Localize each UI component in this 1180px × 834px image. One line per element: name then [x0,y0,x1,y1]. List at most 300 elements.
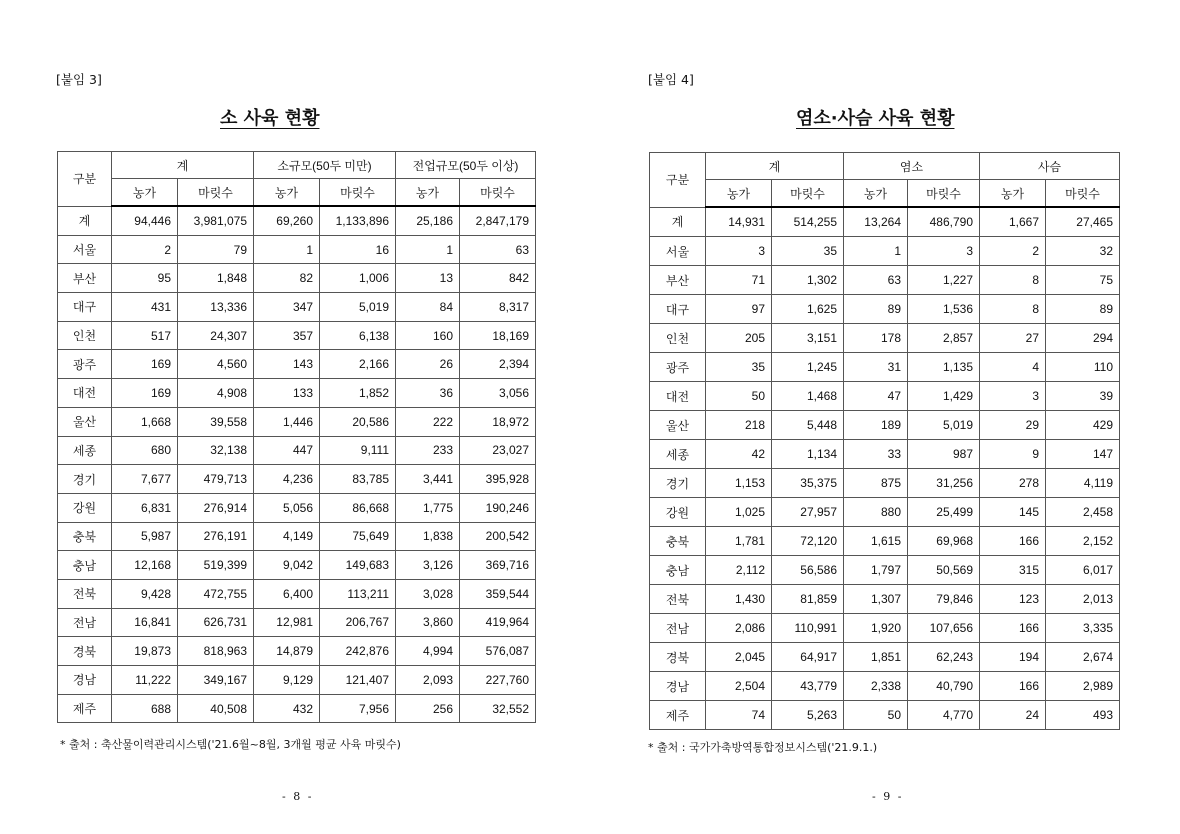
heads-cell: 4,770 [908,701,980,730]
farms-cell: 680 [112,436,178,465]
farms-cell: 1,025 [706,498,772,527]
farms-cell: 145 [980,498,1046,527]
farms-cell: 133 [254,379,320,408]
heads-cell: 359,544 [460,579,536,608]
heads-cell: 294 [1046,324,1120,353]
heads-cell: 18,169 [460,321,536,350]
farms-cell: 205 [706,324,772,353]
region-cell: 충북 [650,527,706,556]
region-cell: 충남 [58,551,112,580]
farms-cell: 233 [396,436,460,465]
farms-cell: 71 [706,266,772,295]
farms-cell: 63 [844,266,908,295]
heads-cell: 3 [908,237,980,266]
farms-cell: 84 [396,293,460,322]
header-heads: 마릿수 [1046,180,1120,208]
region-cell: 광주 [650,353,706,382]
attachment-label: [붙임 3] [56,72,102,87]
farms-cell: 3 [980,382,1046,411]
farms-cell: 9,129 [254,666,320,695]
farms-cell: 47 [844,382,908,411]
region-cell: 세종 [650,440,706,469]
farms-cell: 9,042 [254,551,320,580]
farms-cell: 1,615 [844,527,908,556]
heads-cell: 56,586 [772,556,844,585]
farms-cell: 2,338 [844,672,908,701]
heads-cell: 147 [1046,440,1120,469]
farms-cell: 1,920 [844,614,908,643]
table-row [58,551,536,580]
heads-cell: 5,019 [908,411,980,440]
source-note: * 출처 : 축산물이력관리시스템('21.6월~8월, 3개월 평균 사육 마릿수) [60,738,401,751]
farms-cell: 143 [254,350,320,379]
farms-cell: 16,841 [112,608,178,637]
header-group-total: 계 [112,152,254,179]
heads-cell: 2,152 [1046,527,1120,556]
table-row [58,694,536,723]
farms-cell: 3 [706,237,772,266]
heads-cell: 32,138 [178,436,254,465]
farms-cell: 33 [844,440,908,469]
farms-cell: 2,112 [706,556,772,585]
table-row [58,579,536,608]
farms-cell: 1,307 [844,585,908,614]
farms-cell: 1 [844,237,908,266]
region-cell: 계 [650,207,706,237]
farms-cell: 166 [980,527,1046,556]
farms-cell: 26 [396,350,460,379]
farms-cell: 1,838 [396,522,460,551]
header-farms: 농가 [112,179,178,207]
farms-cell: 11,222 [112,666,178,695]
heads-cell: 1,133,896 [320,206,396,235]
farms-cell: 431 [112,293,178,322]
table-row [650,585,1120,614]
region-cell: 서울 [58,235,112,264]
table-body [650,207,1120,730]
farms-cell: 2,093 [396,666,460,695]
header-farms: 농가 [844,180,908,208]
farms-cell: 4 [980,353,1046,382]
heads-cell: 20,586 [320,407,396,436]
heads-cell: 18,972 [460,407,536,436]
table-row [650,556,1120,585]
table-row [58,407,536,436]
farms-cell: 14,931 [706,207,772,237]
region-cell: 경기 [58,465,112,494]
farms-cell: 2,045 [706,643,772,672]
header-category: 구분 [650,153,706,208]
farms-cell: 14,879 [254,637,320,666]
heads-cell: 276,191 [178,522,254,551]
heads-cell: 64,917 [772,643,844,672]
heads-cell: 107,656 [908,614,980,643]
table-row [650,266,1120,295]
heads-cell: 39,558 [178,407,254,436]
farms-cell: 7,677 [112,465,178,494]
region-cell: 경기 [650,469,706,498]
header-heads: 마릿수 [178,179,254,207]
table-row [58,436,536,465]
region-cell: 세종 [58,436,112,465]
table-row [650,295,1120,324]
farms-cell: 2,086 [706,614,772,643]
heads-cell: 206,767 [320,608,396,637]
table-row [58,608,536,637]
farms-cell: 5,056 [254,493,320,522]
region-cell: 경남 [650,672,706,701]
farms-cell: 4,149 [254,522,320,551]
heads-cell: 3,151 [772,324,844,353]
goat-deer-table [649,152,1120,730]
farms-cell: 278 [980,469,1046,498]
heads-cell: 842 [460,264,536,293]
heads-cell: 429 [1046,411,1120,440]
farms-cell: 1,446 [254,407,320,436]
page-title: 소 사육 현황 [220,108,320,129]
farms-cell: 3,860 [396,608,460,637]
page-number: - 8 - [282,790,314,803]
region-cell: 부산 [58,264,112,293]
farms-cell: 347 [254,293,320,322]
heads-cell: 75 [1046,266,1120,295]
table-row [650,614,1120,643]
table-row [58,493,536,522]
region-cell: 강원 [650,498,706,527]
heads-cell: 16 [320,235,396,264]
heads-cell: 5,019 [320,293,396,322]
farms-cell: 169 [112,379,178,408]
farms-cell: 4,236 [254,465,320,494]
heads-cell: 200,542 [460,522,536,551]
heads-cell: 1,625 [772,295,844,324]
heads-cell: 40,508 [178,694,254,723]
heads-cell: 69,968 [908,527,980,556]
header-group-goat: 염소 [844,153,980,180]
farms-cell: 1,667 [980,207,1046,237]
heads-cell: 43,779 [772,672,844,701]
heads-cell: 72,120 [772,527,844,556]
farms-cell: 27 [980,324,1046,353]
farms-cell: 8 [980,266,1046,295]
header-group-small: 소규모(50두 미만) [254,152,396,179]
farms-cell: 9 [980,440,1046,469]
farms-cell: 166 [980,614,1046,643]
region-cell: 부산 [650,266,706,295]
region-cell: 인천 [58,321,112,350]
heads-cell: 818,963 [178,637,254,666]
region-cell: 충남 [650,556,706,585]
table-row [58,321,536,350]
region-cell: 대전 [58,379,112,408]
heads-cell: 395,928 [460,465,536,494]
heads-cell: 2,674 [1046,643,1120,672]
farms-cell: 1,781 [706,527,772,556]
heads-cell: 4,908 [178,379,254,408]
farms-cell: 3,126 [396,551,460,580]
table-row [58,637,536,666]
farms-cell: 4,994 [396,637,460,666]
heads-cell: 419,964 [460,608,536,637]
region-cell: 광주 [58,350,112,379]
farms-cell: 94,446 [112,206,178,235]
farms-cell: 1 [254,235,320,264]
heads-cell: 349,167 [178,666,254,695]
heads-cell: 5,263 [772,701,844,730]
attachment-label: [붙임 4] [648,72,694,87]
heads-cell: 23,027 [460,436,536,465]
heads-cell: 2,847,179 [460,206,536,235]
region-cell: 계 [58,206,112,235]
table-row [58,350,536,379]
farms-cell: 5,987 [112,522,178,551]
table-row [650,411,1120,440]
heads-cell: 79,846 [908,585,980,614]
heads-cell: 1,302 [772,266,844,295]
farms-cell: 2 [980,237,1046,266]
heads-cell: 35 [772,237,844,266]
region-cell: 인천 [650,324,706,353]
heads-cell: 987 [908,440,980,469]
region-cell: 서울 [650,237,706,266]
table-row [650,237,1120,266]
page-title: 염소·사슴 사육 현황 [796,108,955,129]
heads-cell: 110,991 [772,614,844,643]
heads-cell: 113,211 [320,579,396,608]
heads-cell: 27,465 [1046,207,1120,237]
heads-cell: 13,336 [178,293,254,322]
farms-cell: 2 [112,235,178,264]
farms-cell: 256 [396,694,460,723]
region-cell: 충북 [58,522,112,551]
heads-cell: 493 [1046,701,1120,730]
farms-cell: 432 [254,694,320,723]
farms-cell: 447 [254,436,320,465]
heads-cell: 149,683 [320,551,396,580]
farms-cell: 12,981 [254,608,320,637]
farms-cell: 97 [706,295,772,324]
heads-cell: 242,876 [320,637,396,666]
region-cell: 제주 [58,694,112,723]
region-cell: 울산 [58,407,112,436]
table-row [58,206,536,235]
cattle-table [57,151,536,723]
heads-cell: 2,857 [908,324,980,353]
farms-cell: 6,400 [254,579,320,608]
header-heads: 마릿수 [460,179,536,207]
farms-cell: 160 [396,321,460,350]
farms-cell: 218 [706,411,772,440]
farms-cell: 29 [980,411,1046,440]
farms-cell: 166 [980,672,1046,701]
heads-cell: 369,716 [460,551,536,580]
region-cell: 강원 [58,493,112,522]
farms-cell: 95 [112,264,178,293]
farms-cell: 42 [706,440,772,469]
region-cell: 경남 [58,666,112,695]
heads-cell: 519,399 [178,551,254,580]
heads-cell: 7,956 [320,694,396,723]
heads-cell: 276,914 [178,493,254,522]
farms-cell: 1,797 [844,556,908,585]
heads-cell: 626,731 [178,608,254,637]
heads-cell: 3,981,075 [178,206,254,235]
table-row [58,666,536,695]
region-cell: 전북 [650,585,706,614]
heads-cell: 81,859 [772,585,844,614]
table-row [650,440,1120,469]
farms-cell: 357 [254,321,320,350]
table-row [58,465,536,494]
farms-cell: 8 [980,295,1046,324]
table-row [650,643,1120,672]
header-farms: 농가 [706,180,772,208]
farms-cell: 189 [844,411,908,440]
farms-cell: 82 [254,264,320,293]
table-row [650,701,1120,730]
farms-cell: 19,873 [112,637,178,666]
farms-cell: 12,168 [112,551,178,580]
table-row [650,324,1120,353]
farms-cell: 1,668 [112,407,178,436]
page-right [590,0,1180,834]
table-row [58,293,536,322]
heads-cell: 5,448 [772,411,844,440]
table-row [58,264,536,293]
heads-cell: 2,166 [320,350,396,379]
heads-cell: 1,134 [772,440,844,469]
heads-cell: 1,852 [320,379,396,408]
heads-cell: 2,458 [1046,498,1120,527]
header-farms: 농가 [980,180,1046,208]
source-note: * 출처 : 국가가축방역통합정보시스템('21.9.1.) [648,741,878,754]
farms-cell: 50 [706,382,772,411]
region-cell: 전남 [58,608,112,637]
heads-cell: 110 [1046,353,1120,382]
region-cell: 울산 [650,411,706,440]
heads-cell: 1,429 [908,382,980,411]
table-row [650,672,1120,701]
farms-cell: 517 [112,321,178,350]
heads-cell: 9,111 [320,436,396,465]
heads-cell: 3,056 [460,379,536,408]
page-number: - 9 - [872,790,904,803]
farms-cell: 1,851 [844,643,908,672]
heads-cell: 4,119 [1046,469,1120,498]
farms-cell: 169 [112,350,178,379]
table-row [650,527,1120,556]
table-body [58,206,536,723]
header-group-full: 전업규모(50두 이상) [396,152,536,179]
heads-cell: 63 [460,235,536,264]
heads-cell: 32,552 [460,694,536,723]
header-group-total: 계 [706,153,844,180]
table-row [58,379,536,408]
farms-cell: 1,430 [706,585,772,614]
farms-cell: 1 [396,235,460,264]
heads-cell: 1,245 [772,353,844,382]
heads-cell: 2,394 [460,350,536,379]
farms-cell: 6,831 [112,493,178,522]
heads-cell: 79 [178,235,254,264]
heads-cell: 1,135 [908,353,980,382]
region-cell: 경북 [58,637,112,666]
heads-cell: 31,256 [908,469,980,498]
region-cell: 전북 [58,579,112,608]
region-cell: 대전 [650,382,706,411]
farms-cell: 3,441 [396,465,460,494]
farms-cell: 178 [844,324,908,353]
heads-cell: 25,499 [908,498,980,527]
farms-cell: 315 [980,556,1046,585]
header-heads: 마릿수 [320,179,396,207]
region-cell: 대구 [58,293,112,322]
farms-cell: 25,186 [396,206,460,235]
farms-cell: 89 [844,295,908,324]
heads-cell: 35,375 [772,469,844,498]
heads-cell: 121,407 [320,666,396,695]
region-cell: 대구 [650,295,706,324]
table-row [650,498,1120,527]
farms-cell: 2,504 [706,672,772,701]
farms-cell: 123 [980,585,1046,614]
heads-cell: 6,017 [1046,556,1120,585]
heads-cell: 1,468 [772,382,844,411]
farms-cell: 3,028 [396,579,460,608]
table-row [58,522,536,551]
heads-cell: 479,713 [178,465,254,494]
heads-cell: 32 [1046,237,1120,266]
heads-cell: 83,785 [320,465,396,494]
farms-cell: 1,153 [706,469,772,498]
heads-cell: 8,317 [460,293,536,322]
table-row [650,207,1120,237]
table-row [58,235,536,264]
heads-cell: 50,569 [908,556,980,585]
heads-cell: 89 [1046,295,1120,324]
heads-cell: 1,227 [908,266,980,295]
region-cell: 경북 [650,643,706,672]
farms-cell: 13,264 [844,207,908,237]
heads-cell: 1,006 [320,264,396,293]
heads-cell: 4,560 [178,350,254,379]
heads-cell: 62,243 [908,643,980,672]
region-cell: 전남 [650,614,706,643]
heads-cell: 24,307 [178,321,254,350]
header-category: 구분 [58,152,112,207]
heads-cell: 1,536 [908,295,980,324]
farms-cell: 1,775 [396,493,460,522]
farms-cell: 13 [396,264,460,293]
heads-cell: 40,790 [908,672,980,701]
farms-cell: 35 [706,353,772,382]
farms-cell: 880 [844,498,908,527]
table-row [650,353,1120,382]
header-group-deer: 사슴 [980,153,1120,180]
farms-cell: 222 [396,407,460,436]
header-farms: 농가 [254,179,320,207]
heads-cell: 472,755 [178,579,254,608]
heads-cell: 486,790 [908,207,980,237]
heads-cell: 27,957 [772,498,844,527]
farms-cell: 9,428 [112,579,178,608]
farms-cell: 74 [706,701,772,730]
table-row [650,469,1120,498]
heads-cell: 86,668 [320,493,396,522]
heads-cell: 2,989 [1046,672,1120,701]
farms-cell: 194 [980,643,1046,672]
farms-cell: 24 [980,701,1046,730]
